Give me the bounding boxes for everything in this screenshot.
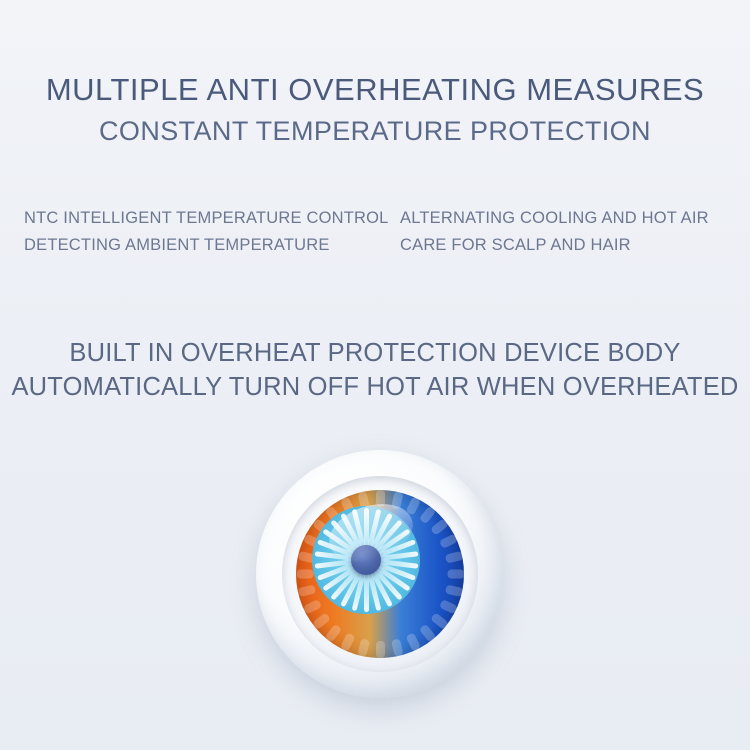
statement-line-2: AUTOMATICALLY TURN OFF HOT AIR WHEN OVERHEATED: [11, 372, 739, 401]
product-head: [256, 450, 504, 698]
overheat-statement: [0, 337, 750, 404]
product-image: [0, 430, 750, 750]
headline-block: [0, 72, 750, 147]
feature-right-line-2: CARE FOR SCALP AND HAIR: [400, 235, 631, 254]
feature-right-line-1: ALTERNATING COOLING AND HOT AIR: [400, 209, 709, 227]
fan-hub: [351, 545, 381, 575]
statement-line-1: BUILT IN OVERHEAT PROTECTION DEVICE BODY: [69, 339, 681, 367]
fan-grill: [312, 506, 420, 614]
feature-column-right: [386, 205, 730, 258]
feature-left-line-2: DETECTING AMBIENT TEMPERATURE: [24, 235, 330, 254]
page-subtitle: CONSTANT TEMPERATURE PROTECTION: [99, 115, 651, 146]
page-title: MULTIPLE ANTI OVERHEATING MEASURES: [45, 72, 705, 107]
feature-column-left: [24, 205, 389, 258]
product-head-inner-ring: [282, 476, 478, 672]
feature-columns: [24, 205, 726, 285]
feature-left-line-1: NTC INTELLIGENT TEMPERATURE CONTROL: [24, 209, 389, 227]
